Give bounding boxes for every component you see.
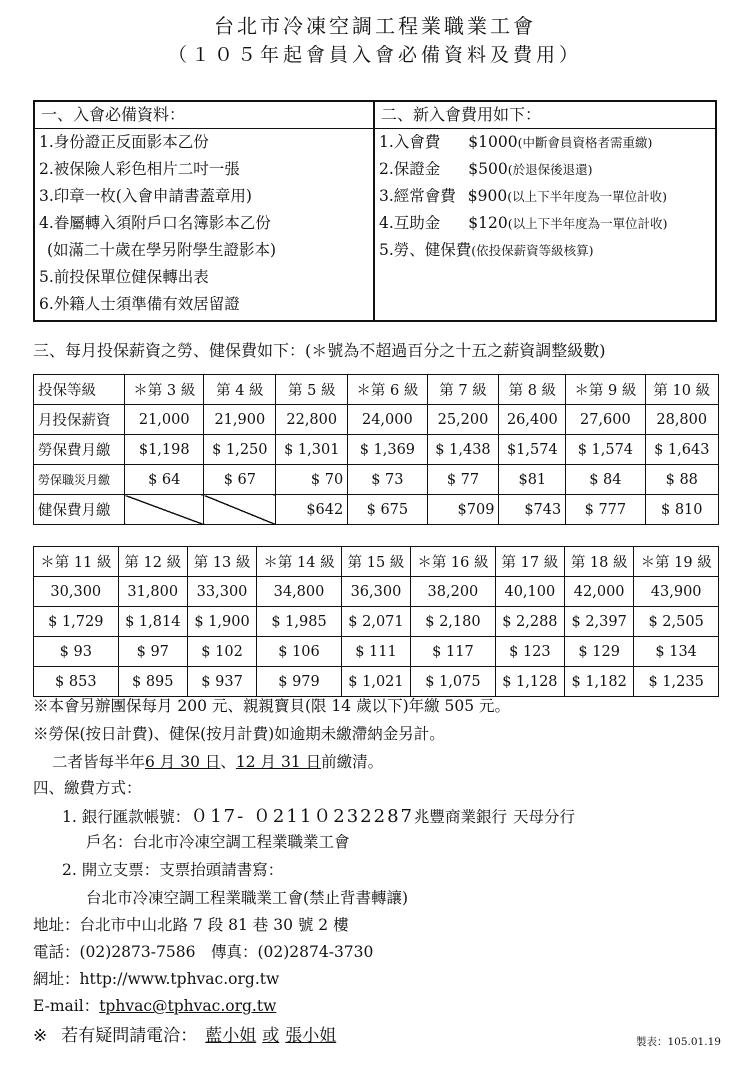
section3-heading: 三、每月投保薪資之勞、健保費如下：(＊號為不超過百分之十五之薪資調整級數) bbox=[33, 341, 606, 360]
injury-fee-cell: $ 67 bbox=[204, 465, 276, 495]
health-fee-cell: $ 853 bbox=[34, 667, 119, 697]
labor-fee-cell: $ 1,985 bbox=[257, 607, 342, 637]
required-doc-item: 5.前投保單位健保轉出表 bbox=[39, 268, 209, 286]
salary-cell: 34,800 bbox=[257, 577, 342, 607]
salary-cell: 22,800 bbox=[276, 405, 348, 435]
row-label: 健保費月繳 bbox=[34, 495, 125, 525]
injury-fee-cell: $ 117 bbox=[411, 637, 496, 667]
health-fee-cell: $709 bbox=[427, 495, 499, 525]
fee-item bbox=[375, 156, 715, 183]
labor-fee-cell: $ 2,397 bbox=[565, 607, 634, 637]
labor-fee-cell: $ 1,301 bbox=[276, 435, 348, 465]
fee-amount: $1000 bbox=[468, 133, 518, 151]
health-fee-cell: $ 979 bbox=[257, 667, 342, 697]
contact-or: 或 bbox=[262, 1026, 280, 1046]
fee-item bbox=[375, 183, 715, 210]
required-doc-item: 3.印章一枚(入會申請書蓋章用) bbox=[39, 187, 252, 205]
check-label: 2. 開立支票：支票抬頭請書寫： bbox=[62, 861, 284, 879]
health-fee-cell: $ 895 bbox=[118, 667, 187, 697]
deadline-separator: 、 bbox=[220, 753, 236, 771]
deadline-text: 二者皆每半年 bbox=[52, 753, 146, 771]
salary-cell: 40,100 bbox=[495, 577, 564, 607]
labor-fee-cell: $ 2,288 bbox=[495, 607, 564, 637]
fee-amount: $500 bbox=[468, 160, 508, 178]
table-row bbox=[34, 667, 719, 697]
salary-cell: 43,900 bbox=[634, 577, 719, 607]
level-cell: 第 15 級 bbox=[341, 547, 410, 577]
email-address: tphvac@tphvac.org.tw bbox=[99, 997, 277, 1015]
injury-fee-cell: $ 64 bbox=[125, 465, 204, 495]
fee-name: 3.經常會費 bbox=[379, 187, 456, 205]
salary-cell: 25,200 bbox=[427, 405, 499, 435]
salary-cell: 31,800 bbox=[118, 577, 187, 607]
requirements-box bbox=[33, 100, 717, 322]
salary-cell: 21,900 bbox=[204, 405, 276, 435]
required-docs-heading: 一、入會必備資料： bbox=[35, 102, 373, 129]
made-date: 製表：105.01.19 bbox=[636, 1036, 721, 1048]
health-fee-cell: $ 810 bbox=[645, 495, 718, 525]
labor-fee-cell: $ 1,900 bbox=[187, 607, 256, 637]
health-fee-cell: $743 bbox=[499, 495, 566, 525]
fee-note: (於退保後退還) bbox=[507, 162, 593, 177]
labor-fee-cell: $ 1,369 bbox=[348, 435, 427, 465]
health-fee-cell: $ 1,075 bbox=[411, 667, 496, 697]
empty-slashed-cell bbox=[125, 495, 204, 525]
salary-cell: 30,300 bbox=[34, 577, 119, 607]
bank-transfer-line bbox=[62, 802, 575, 828]
table-row bbox=[34, 375, 719, 405]
injury-fee-cell: $ 111 bbox=[341, 637, 410, 667]
level-cell: 第 10 級 bbox=[645, 375, 718, 405]
level-cell: ＊第 19 級 bbox=[634, 547, 719, 577]
table-row bbox=[34, 465, 719, 495]
fee-item bbox=[375, 129, 715, 156]
note-group-insurance: ※本會另辦團保每月 200 元、親親寶貝(限 14 歲以下)年繳 505 元。 bbox=[33, 697, 511, 715]
check-payee: 台北市冷凍空調工程業職業工會(禁止背書轉讓) bbox=[86, 889, 409, 907]
fee-item bbox=[375, 237, 715, 264]
deadline-text-end: 前繳清。 bbox=[321, 753, 384, 771]
contact-person-2: 張小姐 bbox=[285, 1026, 337, 1046]
note-late-fee: ※勞保(按日計費)、健保(按月計費)如逾期未繳滯納金另計。 bbox=[33, 725, 445, 743]
table-row bbox=[34, 435, 719, 465]
inquiry-mark: ※ bbox=[33, 1026, 48, 1046]
level-cell: ＊第 3 級 bbox=[125, 375, 204, 405]
level-cell: 第 7 級 bbox=[427, 375, 499, 405]
fee-amount: $120 bbox=[468, 214, 508, 232]
bank-branch: 天母分行 bbox=[513, 808, 576, 826]
required-doc-item: 2.被保險人彩色相片二吋一張 bbox=[39, 160, 240, 178]
address: 地址：台北市中山北路 7 段 81 巷 30 號 2 樓 bbox=[33, 916, 349, 934]
salary-cell: 36,300 bbox=[341, 577, 410, 607]
required-doc-item: 1.身份證正反面影本乙份 bbox=[39, 133, 209, 151]
health-fee-cell: $ 1,235 bbox=[634, 667, 719, 697]
level-cell: ＊第 16 級 bbox=[411, 547, 496, 577]
health-fee-cell: $ 1,021 bbox=[341, 667, 410, 697]
phone-fax: 電話：(02)2873-7586 傳真：(02)2874-3730 bbox=[33, 943, 374, 961]
bank-account: ０17- ０211０232287 bbox=[190, 806, 414, 827]
injury-fee-cell: $ 129 bbox=[565, 637, 634, 667]
health-fee-cell: $ 1,128 bbox=[495, 667, 564, 697]
inquiry-label: 若有疑問請電洽： bbox=[61, 1026, 198, 1046]
contact-person-1: 藍小姐 bbox=[205, 1026, 257, 1046]
fee-name: 1.入會費 bbox=[379, 133, 441, 151]
insurance-table-levels-3-10 bbox=[33, 374, 719, 525]
injury-fee-cell: $81 bbox=[499, 465, 566, 495]
salary-cell: 28,800 bbox=[645, 405, 718, 435]
table-row bbox=[34, 607, 719, 637]
salary-cell: 24,000 bbox=[348, 405, 427, 435]
level-cell: 第 5 級 bbox=[276, 375, 348, 405]
injury-fee-cell: $ 123 bbox=[495, 637, 564, 667]
row-label: 投保等級 bbox=[34, 375, 125, 405]
fees-heading: 二、新入會費用如下： bbox=[375, 102, 715, 129]
labor-fee-cell: $ 1,643 bbox=[645, 435, 718, 465]
injury-fee-cell: $ 70 bbox=[276, 465, 348, 495]
bank-name: 兆豐商業銀行 bbox=[414, 808, 508, 826]
fees-column bbox=[375, 102, 715, 320]
injury-fee-cell: $ 102 bbox=[187, 637, 256, 667]
injury-fee-cell: $ 106 bbox=[257, 637, 342, 667]
fee-name: 2.保證金 bbox=[379, 160, 441, 178]
fee-item bbox=[375, 210, 715, 237]
deadline-date-1: 6 月 30 日 bbox=[145, 753, 221, 771]
salary-cell: 21,000 bbox=[125, 405, 204, 435]
injury-fee-cell: $ 88 bbox=[645, 465, 718, 495]
injury-fee-cell: $ 134 bbox=[634, 637, 719, 667]
labor-fee-cell: $ 1,250 bbox=[204, 435, 276, 465]
fee-name: 4.互助金 bbox=[379, 214, 441, 232]
health-fee-cell: $ 675 bbox=[348, 495, 427, 525]
level-cell: ＊第 9 級 bbox=[566, 375, 645, 405]
injury-fee-cell: $ 97 bbox=[118, 637, 187, 667]
salary-cell: 33,300 bbox=[187, 577, 256, 607]
table-row bbox=[34, 577, 719, 607]
document-title: 台北市冷凍空調工程業職業工會 bbox=[214, 14, 536, 38]
level-cell: ＊第 6 級 bbox=[348, 375, 427, 405]
salary-cell: 27,600 bbox=[566, 405, 645, 435]
website: 網址：http://www.tphvac.org.tw bbox=[33, 970, 280, 988]
level-cell: 第 13 級 bbox=[187, 547, 256, 577]
fee-name: 5.勞、健保費 bbox=[379, 241, 472, 259]
health-fee-cell: $ 777 bbox=[566, 495, 645, 525]
insurance-table-levels-11-19 bbox=[33, 546, 719, 697]
labor-fee-cell: $1,198 bbox=[125, 435, 204, 465]
fee-amount: $900 bbox=[467, 187, 508, 205]
health-fee-cell: $ 937 bbox=[187, 667, 256, 697]
deadline-date-2: 12 月 31 日 bbox=[235, 753, 322, 771]
account-name: 戶名：台北市冷凍空調工程業職業工會 bbox=[86, 833, 350, 851]
fee-note: (中斷會員資格者需重繳) bbox=[517, 135, 653, 150]
labor-fee-cell: $ 1,438 bbox=[427, 435, 499, 465]
labor-fee-cell: $ 2,071 bbox=[341, 607, 410, 637]
document-subtitle: （１０５年起會員入會必備資料及費用） bbox=[167, 44, 582, 66]
required-doc-item: (如滿二十歲在學另附學生證影本) bbox=[47, 241, 277, 259]
fee-note: (以上下半年度為一單位計收) bbox=[507, 216, 668, 231]
table-row bbox=[34, 495, 719, 525]
injury-fee-cell: $ 84 bbox=[566, 465, 645, 495]
labor-fee-cell: $ 1,814 bbox=[118, 607, 187, 637]
required-doc-item: 6.外籍人士須準備有效居留證 bbox=[39, 295, 240, 313]
required-doc-item: 4.眷屬轉入須附戶口名簿影本乙份 bbox=[39, 214, 271, 232]
note-deadline bbox=[52, 750, 383, 772]
level-cell: 第 12 級 bbox=[118, 547, 187, 577]
labor-fee-cell: $ 2,505 bbox=[634, 607, 719, 637]
level-cell: 第 17 級 bbox=[495, 547, 564, 577]
labor-fee-cell: $1,574 bbox=[499, 435, 566, 465]
required-docs-column bbox=[35, 102, 375, 320]
level-cell: 第 18 級 bbox=[565, 547, 634, 577]
table-row bbox=[34, 547, 719, 577]
labor-fee-cell: $ 1,729 bbox=[34, 607, 119, 637]
empty-slashed-cell bbox=[204, 495, 276, 525]
email-line bbox=[33, 994, 276, 1016]
level-cell: ＊第 14 級 bbox=[257, 547, 342, 577]
injury-fee-cell: $ 93 bbox=[34, 637, 119, 667]
level-cell: ＊第 11 級 bbox=[34, 547, 119, 577]
table-row bbox=[34, 637, 719, 667]
fee-note: (依投保薪資等級核算) bbox=[471, 243, 594, 258]
payment-heading: 四、繳費方式： bbox=[33, 779, 142, 797]
labor-fee-cell: $ 2,180 bbox=[411, 607, 496, 637]
salary-cell: 26,400 bbox=[499, 405, 566, 435]
injury-fee-cell: $ 73 bbox=[348, 465, 427, 495]
level-cell: 第 8 級 bbox=[499, 375, 566, 405]
row-label: 月投保薪資 bbox=[34, 405, 125, 435]
bank-label: 1. 銀行匯款帳號： bbox=[62, 808, 191, 826]
email-label: E-mail： bbox=[33, 997, 100, 1015]
salary-cell: 42,000 bbox=[565, 577, 634, 607]
row-label: 勞保費月繳 bbox=[34, 435, 125, 465]
health-fee-cell: $ 1,182 bbox=[565, 667, 634, 697]
row-label: 勞保職災月繳 bbox=[34, 465, 125, 495]
labor-fee-cell: $ 1,574 bbox=[566, 435, 645, 465]
health-fee-cell: $642 bbox=[276, 495, 348, 525]
fee-note: (以上下半年度為一單位計收) bbox=[507, 189, 668, 204]
salary-cell: 38,200 bbox=[411, 577, 496, 607]
level-cell: 第 4 級 bbox=[204, 375, 276, 405]
inquiry-line bbox=[33, 1021, 336, 1046]
injury-fee-cell: $ 77 bbox=[427, 465, 499, 495]
table-row bbox=[34, 405, 719, 435]
